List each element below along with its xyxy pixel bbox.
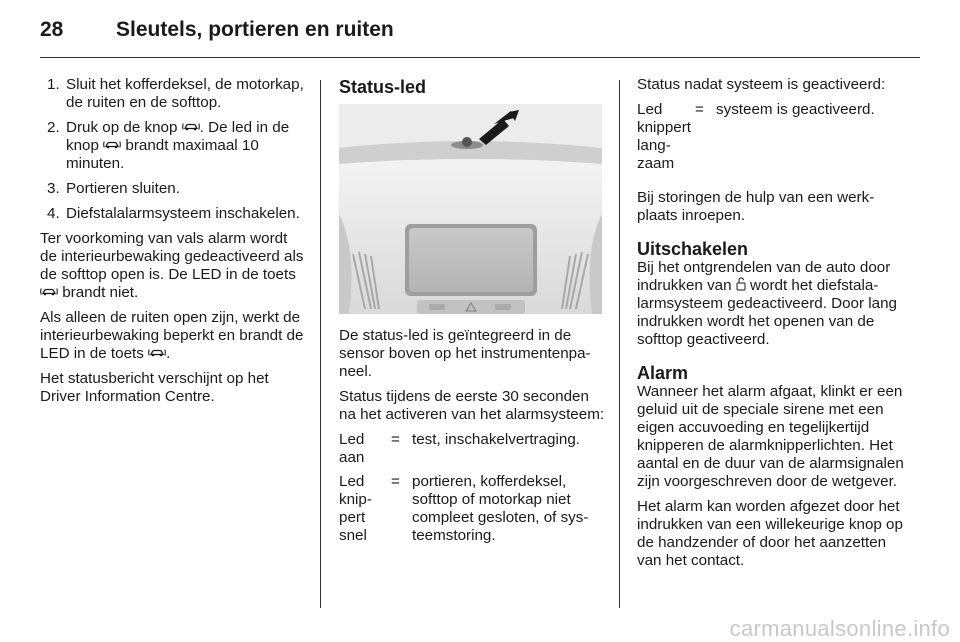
status-intro: Status tijdens de eerste 30 seconden na het activeren van het alarmsysteem: (339, 388, 605, 423)
led-state: Led knippert snel (339, 473, 372, 544)
step-3 (40, 180, 306, 198)
step-text: Portieren sluiten. (66, 180, 180, 197)
watermark-text: carmanualsonline.info (729, 616, 950, 641)
paragraph-text: . (166, 345, 171, 362)
step-4 (40, 205, 306, 223)
alarm-led-icon (148, 348, 166, 357)
padlock-open-icon (736, 277, 746, 291)
led-meaning: test, inschakelvertraging. (412, 431, 580, 448)
step-2 (40, 119, 306, 173)
equals-sign: = (391, 473, 400, 490)
uitschakelen-heading: Uitschakelen (637, 239, 749, 259)
paragraph-text: Bij het ontgrendelen van de auto door indrukken van (637, 259, 891, 294)
alarm-paragraph-1: Wanneer het alarm afgaat, klinkt er een geluid uit de speciale sirene met een eigen accuvoeding en tegelijkertijd knipperen de alarmknipperlichten. Het aantal en de duur van de alarmsignalen zijn voorgeschreven door de wetgever. (637, 383, 904, 490)
dashboard-sensor-photo (339, 104, 602, 314)
activation-steps (40, 76, 306, 223)
header-rule (40, 57, 920, 58)
fault-paragraph: Bij storingen de hulp van een werkplaats inroepen. (637, 189, 875, 224)
status-table-initial (339, 431, 605, 545)
alarm-led-icon (182, 122, 200, 131)
paragraph-text: wordt het diefstalalarmsysteem gedeactiveerd. Door lang indrukken wordt het openen van de softtop geactiveerd. (637, 277, 897, 348)
page-number: 28 (40, 18, 64, 41)
step-1 (40, 76, 306, 112)
step-text: . De led in de knop (66, 119, 290, 154)
paragraph-softtop (40, 230, 306, 302)
step-number: 4. (47, 205, 60, 222)
status-after-intro: Status nadat systeem is geactiveerd: (637, 76, 886, 93)
chapter-title: Sleutels, portieren en ruiten (116, 18, 394, 41)
step-number: 3. (47, 180, 60, 197)
alarm-led-icon (103, 140, 121, 149)
alarm-led-icon (40, 287, 58, 296)
photo-caption: De status-led is geïntegreerd in de sensor boven op het instrumentenpaneel. (339, 327, 591, 380)
step-number: 2. (47, 119, 60, 136)
step-text: Sluit het kofferdeksel, de motorkap, de ruiten en de softtop. (66, 76, 304, 111)
step-text: Diefstalalarmsysteem inschakelen. (66, 205, 300, 222)
paragraph-text: Ter voorkoming van vals alarm wordt de interieurbewaking gedeactiveerd als de softtop open is. De LED in de toets (40, 230, 304, 283)
table-row (339, 431, 605, 467)
led-meaning: systeem is geactiveerd. (716, 101, 875, 118)
led-state: Led knippert langzaam (637, 101, 692, 172)
step-number: 1. (47, 76, 60, 93)
led-state: Led aan (339, 431, 365, 466)
step-text: brandt maximaal 10 minuten. (66, 137, 259, 172)
alarm-paragraph-2: Het alarm kan worden afgezet door het indrukken van een willekeurige knop op de handzender of door het aanzetten van het contact. (637, 498, 903, 569)
column-2 (339, 76, 605, 552)
uitschakelen-paragraph (637, 259, 904, 349)
column-divider-1 (320, 80, 321, 608)
equals-sign: = (695, 101, 704, 118)
step-text: Druk op de knop (66, 119, 178, 136)
column-3 (637, 76, 904, 577)
status-table-activated (637, 101, 904, 173)
paragraph-text: Als alleen de ruiten open zijn, werkt de interieurbewaking beperkt en brandt de LED in de toets (40, 309, 304, 362)
page-header (40, 14, 920, 54)
column-divider-2 (619, 80, 620, 608)
table-row (339, 473, 605, 545)
table-row (637, 101, 904, 173)
paragraph-windows (40, 309, 306, 363)
column-1 (40, 76, 306, 413)
paragraph-dic: Het statusbericht verschijnt op het Driver Information Centre. (40, 370, 269, 405)
paragraph-text: brandt niet. (62, 284, 139, 301)
status-led-heading: Status-led (339, 77, 427, 97)
alarm-heading: Alarm (637, 363, 689, 383)
led-meaning: portieren, kofferdeksel, softtop of motorkap niet compleet gesloten, of systeemstoring. (412, 473, 589, 544)
equals-sign: = (391, 431, 400, 448)
